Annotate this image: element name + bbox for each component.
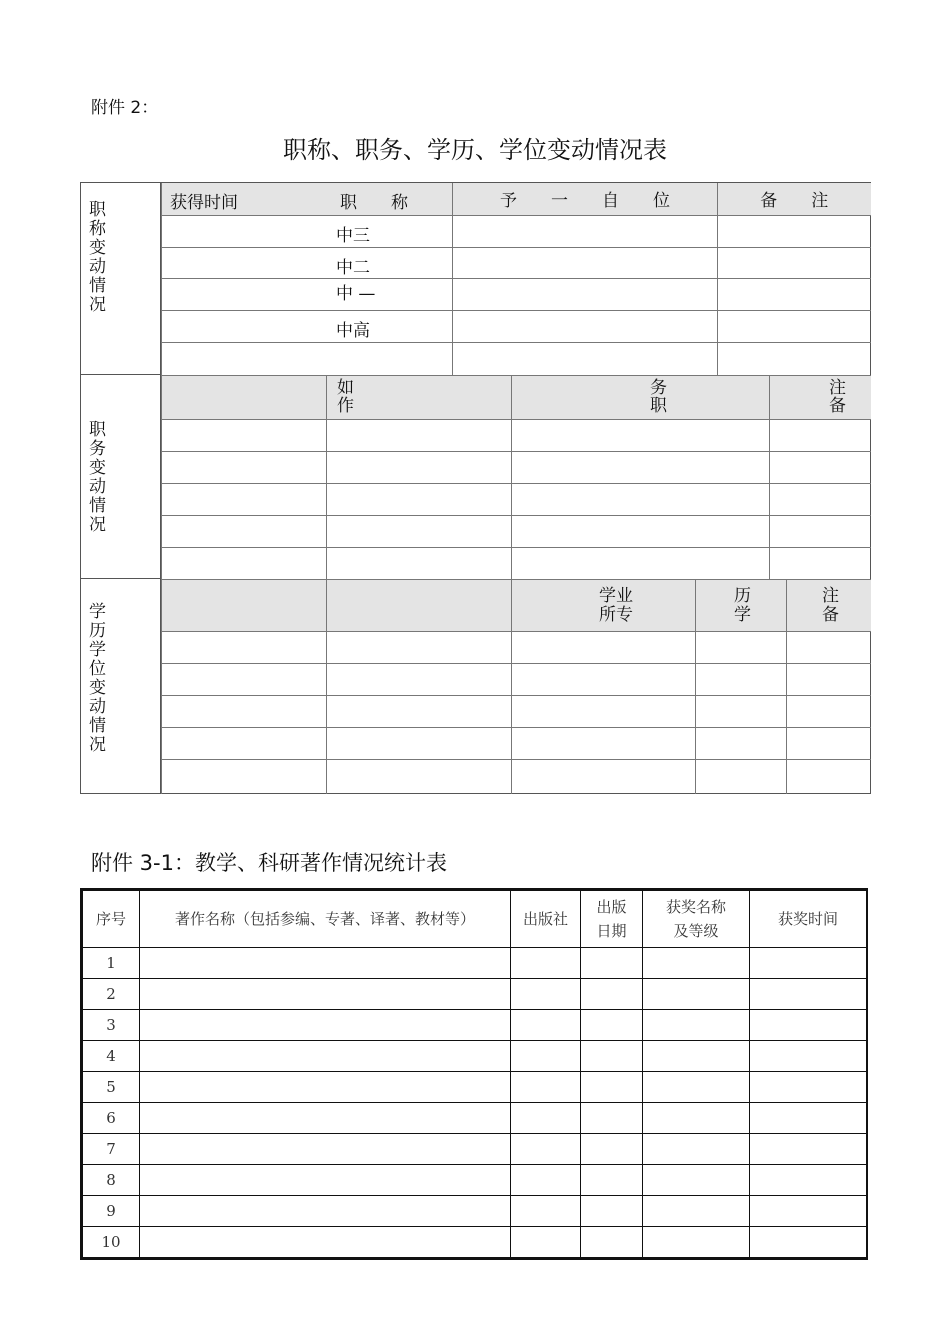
header-pub-date-line2: 日期 bbox=[596, 922, 627, 940]
position-cell[interactable] bbox=[327, 420, 512, 452]
remark-cell[interactable] bbox=[718, 215, 871, 247]
award-time-cell[interactable] bbox=[750, 1072, 867, 1103]
education-cell[interactable] bbox=[327, 696, 512, 728]
work-cell[interactable] bbox=[140, 1072, 511, 1103]
award-cell[interactable] bbox=[643, 1010, 750, 1041]
education-cell[interactable] bbox=[512, 696, 696, 728]
work-cell[interactable] bbox=[140, 1041, 511, 1072]
header-time: 获得时间 bbox=[170, 193, 238, 213]
award-time-cell[interactable] bbox=[750, 948, 867, 979]
work-cell[interactable] bbox=[140, 1103, 511, 1134]
position-cell[interactable] bbox=[162, 516, 327, 548]
education-cell[interactable] bbox=[787, 696, 871, 728]
education-cell[interactable] bbox=[696, 728, 787, 760]
publisher-cell[interactable] bbox=[511, 1041, 581, 1072]
award-time-cell[interactable] bbox=[750, 1196, 867, 1227]
work-cell[interactable] bbox=[140, 1227, 511, 1258]
position-header-3-text: 务职 bbox=[650, 378, 667, 416]
title-section bbox=[161, 183, 870, 375]
pub-date-cell[interactable] bbox=[581, 1041, 643, 1072]
title-value: 中高 bbox=[336, 320, 370, 341]
pub-date-cell[interactable] bbox=[581, 1134, 643, 1165]
change-record-table bbox=[80, 182, 871, 794]
header-publisher: 出版社 bbox=[511, 891, 581, 948]
position-header-3 bbox=[512, 376, 770, 420]
education-cell[interactable] bbox=[696, 696, 787, 728]
publisher-cell[interactable] bbox=[511, 1196, 581, 1227]
unit-cell[interactable] bbox=[453, 215, 718, 247]
header-no: 序号 bbox=[83, 891, 140, 948]
remark-cell[interactable] bbox=[718, 342, 871, 375]
title-section-label: 职称变动情况 bbox=[89, 200, 106, 315]
education-cell[interactable] bbox=[787, 728, 871, 760]
publisher-cell[interactable] bbox=[511, 1165, 581, 1196]
position-cell[interactable] bbox=[770, 484, 871, 516]
publications-table bbox=[80, 888, 868, 1260]
award-cell[interactable] bbox=[643, 1103, 750, 1134]
pub-date-cell[interactable] bbox=[581, 948, 643, 979]
pub-date-cell[interactable] bbox=[581, 1010, 643, 1041]
position-cell[interactable] bbox=[512, 420, 770, 452]
education-cell[interactable] bbox=[787, 760, 871, 794]
publisher-cell[interactable] bbox=[511, 1010, 581, 1041]
header-title: 职 称 bbox=[340, 193, 408, 213]
position-header-4 bbox=[770, 376, 871, 420]
education-section-side bbox=[81, 579, 161, 793]
title-cell[interactable] bbox=[162, 247, 453, 278]
award-time-cell[interactable] bbox=[750, 1041, 867, 1072]
award-time-cell[interactable] bbox=[750, 1010, 867, 1041]
award-cell[interactable] bbox=[643, 1196, 750, 1227]
education-cell[interactable] bbox=[327, 632, 512, 664]
header-remark: 备 注 bbox=[718, 183, 871, 215]
title-value: 中三 bbox=[336, 225, 370, 246]
position-cell[interactable] bbox=[162, 484, 327, 516]
award-cell[interactable] bbox=[643, 1165, 750, 1196]
education-header-major-text: 学业所专 bbox=[599, 586, 633, 625]
title-header-row bbox=[162, 183, 453, 215]
position-cell[interactable] bbox=[512, 548, 770, 580]
row-number: 7 bbox=[83, 1134, 140, 1165]
award-time-cell[interactable] bbox=[750, 1134, 867, 1165]
pub-date-cell[interactable] bbox=[581, 1103, 643, 1134]
education-cell[interactable] bbox=[327, 760, 512, 794]
education-cell[interactable] bbox=[787, 632, 871, 664]
row-number: 1 bbox=[83, 948, 140, 979]
header-work: 著作名称（包括参编、专著、译著、教材等） bbox=[140, 891, 511, 948]
position-section-label: 职务变动情况 bbox=[89, 420, 106, 535]
position-cell[interactable] bbox=[162, 452, 327, 484]
title-section-side bbox=[81, 183, 161, 375]
award-time-cell[interactable] bbox=[750, 1103, 867, 1134]
title-cell[interactable] bbox=[162, 278, 453, 310]
award-cell[interactable] bbox=[643, 948, 750, 979]
unit-cell[interactable] bbox=[453, 278, 718, 310]
education-cell[interactable] bbox=[162, 632, 327, 664]
work-cell[interactable] bbox=[140, 979, 511, 1010]
award-cell[interactable] bbox=[643, 1227, 750, 1258]
education-cell[interactable] bbox=[162, 696, 327, 728]
unit-cell[interactable] bbox=[453, 342, 718, 375]
position-cell[interactable] bbox=[162, 420, 327, 452]
publisher-cell[interactable] bbox=[511, 948, 581, 979]
position-section-side bbox=[81, 375, 161, 579]
pub-date-cell[interactable] bbox=[581, 1072, 643, 1103]
education-cell[interactable] bbox=[787, 664, 871, 696]
header-award-line1: 获奖名称 bbox=[665, 898, 726, 916]
award-time-cell[interactable] bbox=[750, 1227, 867, 1258]
pub-date-cell[interactable] bbox=[581, 1196, 643, 1227]
header-award-time: 获奖时间 bbox=[750, 891, 867, 948]
position-cell[interactable] bbox=[327, 548, 512, 580]
education-cell[interactable] bbox=[162, 664, 327, 696]
award-cell[interactable] bbox=[643, 1072, 750, 1103]
pub-date-cell[interactable] bbox=[581, 1227, 643, 1258]
education-cell[interactable] bbox=[327, 728, 512, 760]
publisher-cell[interactable] bbox=[511, 979, 581, 1010]
title-value: 中 — bbox=[336, 283, 376, 304]
row-number: 5 bbox=[83, 1072, 140, 1103]
attachment-3-title: 附件 3-1：教学、科研著作情况统计表 bbox=[91, 851, 447, 875]
education-cell[interactable] bbox=[512, 760, 696, 794]
education-cell[interactable] bbox=[162, 728, 327, 760]
row-number: 6 bbox=[83, 1103, 140, 1134]
row-number: 4 bbox=[83, 1041, 140, 1072]
education-cell[interactable] bbox=[512, 728, 696, 760]
education-header-degree-text: 历学 bbox=[734, 586, 751, 625]
row-number: 2 bbox=[83, 979, 140, 1010]
position-cell[interactable] bbox=[327, 516, 512, 548]
work-cell[interactable] bbox=[140, 1196, 511, 1227]
education-header-degree bbox=[696, 580, 787, 632]
title-cell[interactable] bbox=[162, 215, 453, 247]
header-pub-date-line1: 出版 bbox=[596, 898, 627, 916]
education-cell[interactable] bbox=[512, 632, 696, 664]
position-cell[interactable] bbox=[512, 452, 770, 484]
education-section bbox=[161, 579, 870, 793]
row-number: 3 bbox=[83, 1010, 140, 1041]
education-header-remark bbox=[787, 580, 871, 632]
education-header-major bbox=[512, 580, 696, 632]
title-cell[interactable] bbox=[162, 310, 453, 342]
remark-cell[interactable] bbox=[718, 278, 871, 310]
header-pub-date bbox=[581, 891, 643, 948]
position-header-1 bbox=[162, 376, 327, 420]
award-time-cell[interactable] bbox=[750, 1165, 867, 1196]
attachment-2-label: 附件 2： bbox=[91, 98, 159, 118]
award-time-cell[interactable] bbox=[750, 979, 867, 1010]
education-cell[interactable] bbox=[696, 632, 787, 664]
position-header-2 bbox=[327, 376, 512, 420]
education-cell[interactable] bbox=[327, 664, 512, 696]
remark-cell[interactable] bbox=[718, 247, 871, 278]
page-title: 职称、职务、学历、学位变动情况表 bbox=[283, 136, 667, 164]
publisher-cell[interactable] bbox=[511, 1103, 581, 1134]
education-header-2 bbox=[327, 580, 512, 632]
pub-date-cell[interactable] bbox=[581, 979, 643, 1010]
unit-cell[interactable] bbox=[453, 247, 718, 278]
education-cell[interactable] bbox=[696, 760, 787, 794]
position-header-4-text: 注备 bbox=[829, 378, 846, 416]
title-value: 中二 bbox=[336, 257, 370, 278]
award-cell[interactable] bbox=[643, 979, 750, 1010]
position-cell[interactable] bbox=[770, 548, 871, 580]
award-cell[interactable] bbox=[643, 1041, 750, 1072]
unit-cell[interactable] bbox=[453, 310, 718, 342]
header-award bbox=[643, 891, 750, 948]
position-cell[interactable] bbox=[327, 484, 512, 516]
education-cell[interactable] bbox=[162, 760, 327, 794]
header-unit: 予 一 自 位 bbox=[453, 183, 718, 215]
position-cell[interactable] bbox=[512, 516, 770, 548]
education-header-1 bbox=[162, 580, 327, 632]
position-cell[interactable] bbox=[770, 452, 871, 484]
position-cell[interactable] bbox=[512, 484, 770, 516]
position-section bbox=[161, 375, 870, 579]
work-cell[interactable] bbox=[140, 948, 511, 979]
position-header-2-text: 如作 bbox=[337, 378, 354, 416]
work-cell[interactable] bbox=[140, 1165, 511, 1196]
publisher-cell[interactable] bbox=[511, 1134, 581, 1165]
education-section-label: 学历学位变动情况 bbox=[89, 602, 106, 755]
position-cell[interactable] bbox=[162, 548, 327, 580]
publisher-cell[interactable] bbox=[511, 1072, 581, 1103]
position-cell[interactable] bbox=[770, 420, 871, 452]
work-cell[interactable] bbox=[140, 1010, 511, 1041]
education-header-remark-text: 注备 bbox=[822, 586, 839, 625]
title-cell[interactable] bbox=[162, 342, 453, 375]
pub-date-cell[interactable] bbox=[581, 1165, 643, 1196]
row-number: 9 bbox=[83, 1196, 140, 1227]
header-award-line2: 及等级 bbox=[673, 922, 719, 940]
award-cell[interactable] bbox=[643, 1134, 750, 1165]
education-cell[interactable] bbox=[696, 664, 787, 696]
row-number: 10 bbox=[83, 1227, 140, 1258]
publisher-cell[interactable] bbox=[511, 1227, 581, 1258]
education-cell[interactable] bbox=[512, 664, 696, 696]
row-number: 8 bbox=[83, 1165, 140, 1196]
work-cell[interactable] bbox=[140, 1134, 511, 1165]
remark-cell[interactable] bbox=[718, 310, 871, 342]
position-cell[interactable] bbox=[770, 516, 871, 548]
position-cell[interactable] bbox=[327, 452, 512, 484]
